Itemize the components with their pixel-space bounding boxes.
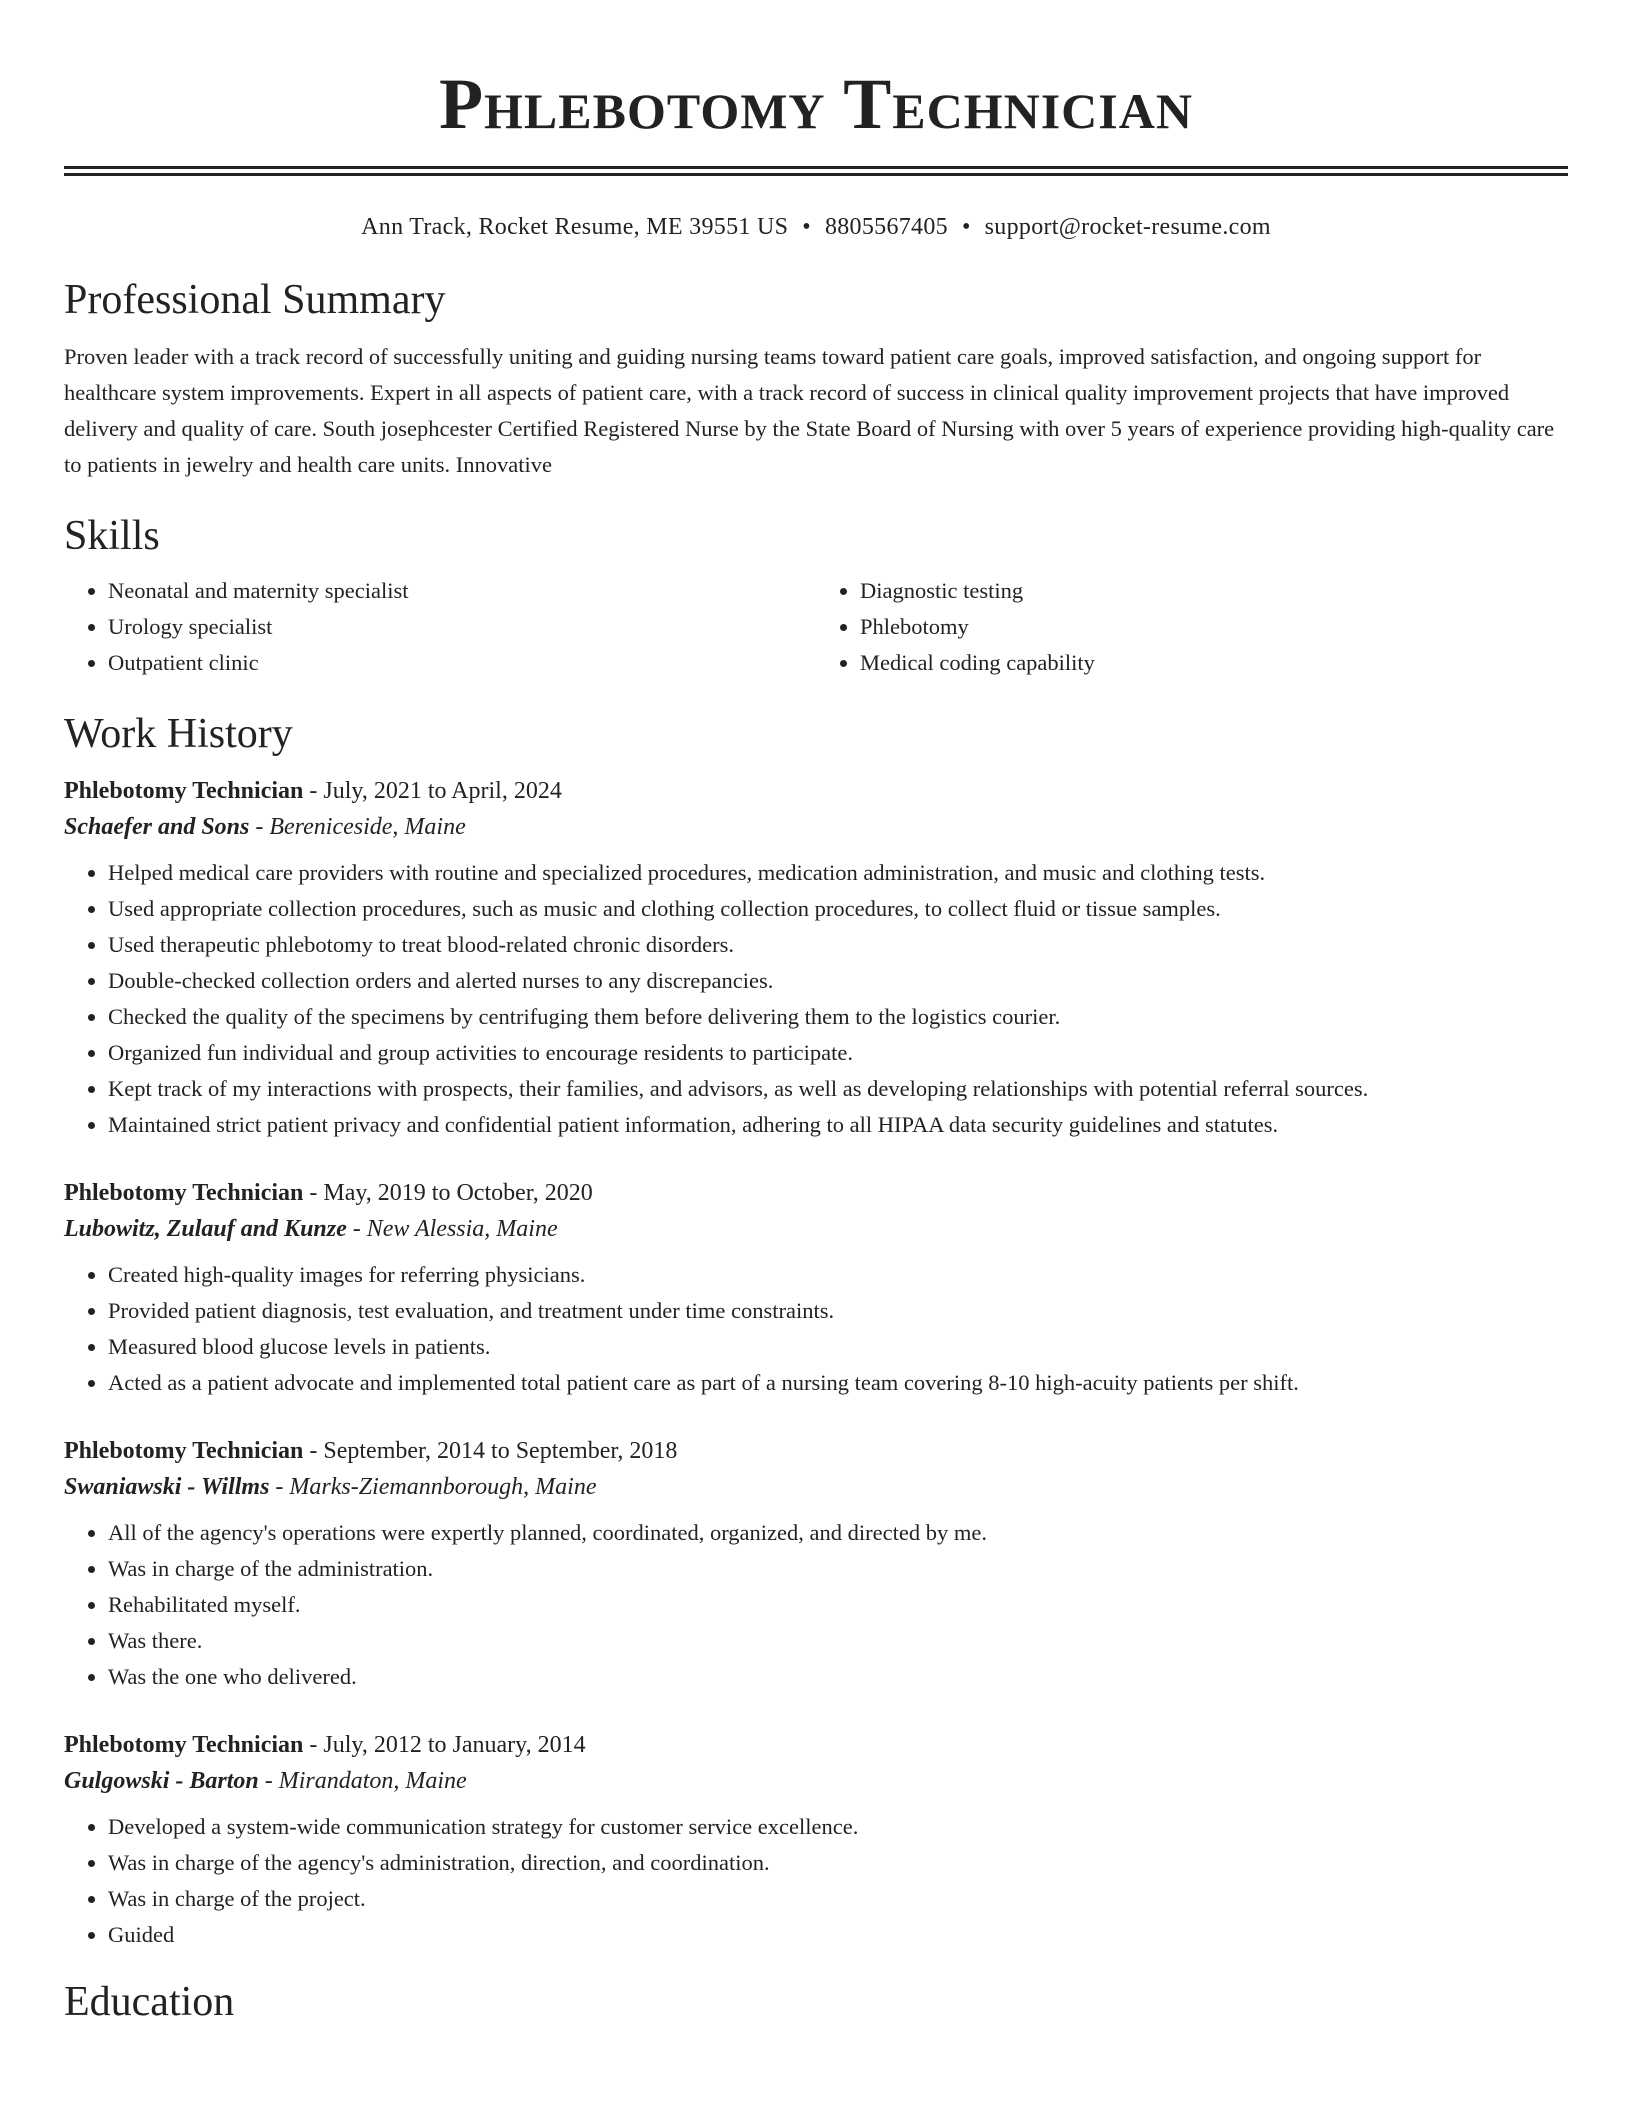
summary-text: Proven leader with a track record of successfully uniting and guiding nursing teams toward patient care goals, improved satisfaction, and ongoing support for healthcare system improvements. Expert in all aspects of patient care, with a track record of success in clinical quality improvement projects that have improved delivery and quality of care. South josephcester Certified Registered Nurse by the State Board of Nursing with over 5 years of experience providing high-quality care to patients in jewelry and health care units. Innovative	[64, 344, 1555, 477]
contact-separator: •	[961, 214, 971, 240]
skill-item: • Urology specialist	[108, 609, 816, 645]
job-company-line	[64, 809, 1568, 845]
job-bullet: • Was in charge of the administration.	[108, 1551, 1568, 1587]
skills-column-left	[64, 573, 816, 681]
section-heading-work-history: Work History	[64, 711, 293, 757]
job-dates: - July, 2021 to April, 2024	[303, 778, 562, 804]
skill-item: • Neonatal and maternity specialist	[108, 573, 816, 609]
skill-item: • Diagnostic testing	[860, 573, 1568, 609]
job-bullets	[64, 1257, 1568, 1401]
job-title: Phlebotomy Technician	[64, 1438, 304, 1464]
job-dates: - May, 2019 to October, 2020	[303, 1180, 593, 1206]
job-location: - Mirandaton, Maine	[258, 1768, 467, 1794]
job-bullet: • Provided patient diagnosis, test evaluation, and treatment under time constraints.	[108, 1293, 1568, 1329]
skill-item: • Phlebotomy	[860, 609, 1568, 645]
job-location: - Marks-Ziemannborough, Maine	[269, 1474, 597, 1500]
job-bullet: • Acted as a patient advocate and implemented total patient care as part of a nursing team covering 8-10 high-acuity patients per shift.	[108, 1365, 1568, 1401]
job-bullet: • Rehabilitated myself.	[108, 1587, 1568, 1623]
section-heading-summary: Professional Summary	[64, 277, 446, 323]
job-location: - New Alessia, Maine	[346, 1216, 558, 1242]
job-entry	[64, 1175, 1568, 1401]
skills-column-right	[816, 573, 1568, 681]
job-bullets	[64, 1809, 1568, 1953]
job-company-line	[64, 1469, 1568, 1505]
contact-separator: •	[802, 214, 811, 240]
job-bullet: • Maintained strict patient privacy and confidential patient information, adhering to all HIPAA data security guidelines and statutes.	[108, 1107, 1568, 1143]
resume-page	[64, 0, 1568, 2027]
job-bullet: • Created high-quality images for referring physicians.	[108, 1257, 1568, 1293]
job-title: Phlebotomy Technician	[64, 778, 304, 804]
job-bullet: • Checked the quality of the specimens by centrifuging them before delivering them to the logistics courier.	[108, 999, 1568, 1035]
job-bullet: • Double-checked collection orders and alerted nurses to any discrepancies.	[108, 963, 1568, 999]
job-title-line	[64, 1175, 1568, 1211]
skill-item: • Medical coding capability	[860, 645, 1568, 681]
job-company: Schaefer and Sons	[64, 814, 250, 840]
job-bullet: • Was there.	[108, 1623, 1568, 1659]
job-entry	[64, 773, 1568, 1143]
job-entry	[64, 1433, 1568, 1695]
contact-line	[64, 212, 1568, 242]
job-title: Phlebotomy Technician	[64, 1732, 304, 1758]
job-dates: - July, 2012 to January, 2014	[303, 1732, 586, 1758]
job-company-line	[64, 1763, 1568, 1799]
job-title: Phlebotomy Technician	[64, 1180, 304, 1206]
job-bullet: • Organized fun individual and group activities to encourage residents to participate.	[108, 1035, 1568, 1071]
job-bullet: • Guided	[108, 1917, 1568, 1953]
job-title-line	[64, 773, 1568, 809]
contact-phone: 8805567405	[824, 214, 948, 240]
section-heading-skills: Skills	[64, 513, 160, 559]
job-company: Swaniawski - Willms	[64, 1474, 270, 1500]
contact-address: Ann Track, Rocket Resume, ME 39551 US	[361, 214, 789, 240]
job-title-line	[64, 1727, 1568, 1763]
job-company-line	[64, 1211, 1568, 1247]
job-title-line	[64, 1433, 1568, 1469]
header-divider	[64, 166, 1568, 176]
job-bullet: • Was the one who delivered.	[108, 1659, 1568, 1695]
job-bullets	[64, 855, 1568, 1143]
job-bullet: • Kept track of my interactions with prospects, their families, and advisors, as well as developing relationships with potential referral sources.	[108, 1071, 1568, 1107]
resume-name: Phlebotomy Technician	[439, 64, 1193, 144]
job-location: - Bereniceside, Maine	[249, 814, 466, 840]
skills-list	[64, 573, 1568, 681]
job-bullet: • Used appropriate collection procedures, such as music and clothing collection procedures, to collect fluid or tissue samples.	[108, 891, 1568, 927]
job-bullet: • Used therapeutic phlebotomy to treat blood-related chronic disorders.	[108, 927, 1568, 963]
job-bullet: • Was in charge of the agency's administration, direction, and coordination.	[108, 1845, 1568, 1881]
job-dates: - September, 2014 to September, 2018	[303, 1438, 678, 1464]
job-bullets	[64, 1515, 1568, 1695]
section-heading-education: Education	[64, 1979, 235, 2025]
job-bullet: • All of the agency's operations were expertly planned, coordinated, organized, and directed by me.	[108, 1515, 1568, 1551]
contact-email: support@rocket-resume.com	[984, 214, 1271, 240]
job-company: Lubowitz, Zulauf and Kunze	[64, 1216, 347, 1242]
job-bullet: • Was in charge of the project.	[108, 1881, 1568, 1917]
job-company: Gulgowski - Barton	[64, 1768, 259, 1794]
job-bullet: • Helped medical care providers with routine and specialized procedures, medication administration, and music and clothing tests.	[108, 855, 1568, 891]
job-entry	[64, 1727, 1568, 1953]
job-bullet: • Measured blood glucose levels in patients.	[108, 1329, 1568, 1365]
job-bullet: • Developed a system-wide communication strategy for customer service excellence.	[108, 1809, 1568, 1845]
skill-item: • Outpatient clinic	[108, 645, 816, 681]
